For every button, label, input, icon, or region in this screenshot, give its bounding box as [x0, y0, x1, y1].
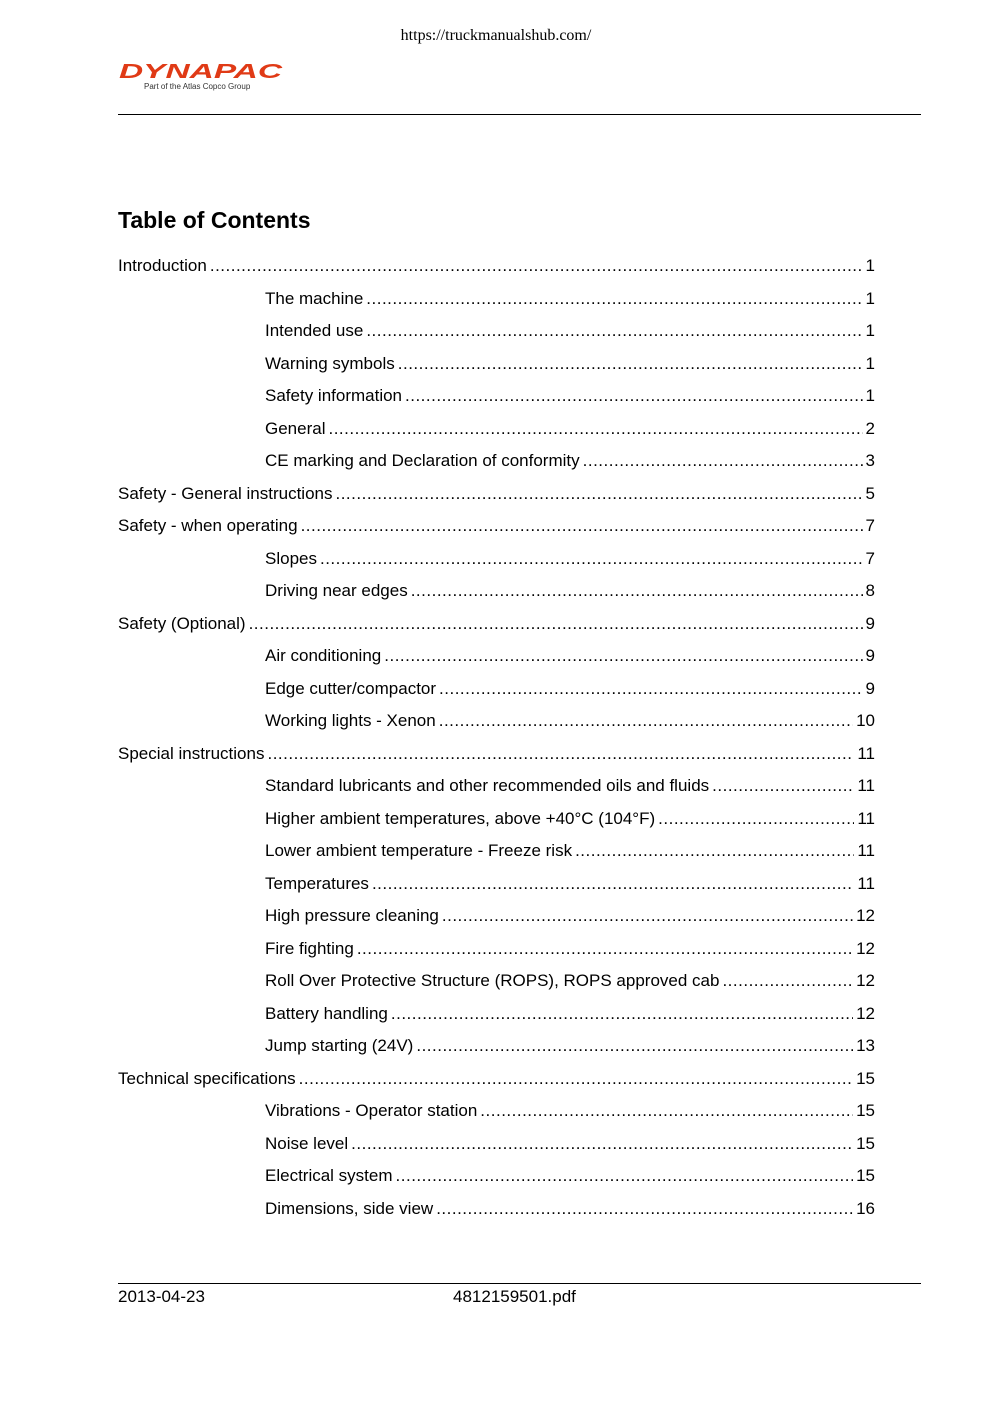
toc-entry-title: Jump starting (24V): [265, 1036, 414, 1056]
toc-dot-leader: [391, 1004, 853, 1024]
toc-entry[interactable]: [118, 380, 875, 413]
toc-dot-leader: [267, 744, 854, 764]
dynapac-wordmark: [118, 62, 288, 82]
toc-entry-title: Technical specifications: [118, 1068, 296, 1088]
svg-text:DYNAPAC: DYNAPAC: [119, 62, 283, 82]
toc-dot-leader: [439, 679, 863, 699]
footer-date: 2013-04-23: [118, 1287, 205, 1306]
toc-entry-page: 11: [857, 743, 875, 763]
toc-entry-page: 12: [856, 971, 875, 991]
toc-entry-page: 1: [865, 288, 875, 308]
toc-dot-leader: [442, 906, 853, 926]
toc-entry-title: Vibrations - Operator station: [265, 1101, 478, 1121]
toc-entry[interactable]: [118, 803, 875, 836]
toc-entry-page: 9: [865, 646, 875, 666]
toc-entry-title: Noise level: [265, 1133, 349, 1153]
toc-dot-leader: [210, 256, 863, 276]
toc-entry-page: 12: [856, 938, 875, 958]
toc-entry[interactable]: [118, 835, 875, 868]
toc-dot-leader: [328, 419, 862, 439]
toc-entry-page: 7: [865, 516, 875, 536]
toc-entry-page: 12: [856, 1003, 875, 1023]
dynapac-logo: [118, 62, 288, 96]
toc-entry-page: 1: [865, 321, 875, 341]
toc-entry-title: Working lights - Xenon: [265, 711, 436, 731]
toc-entry-title: Electrical system: [265, 1166, 393, 1186]
toc-entry-page: 11: [857, 873, 875, 893]
toc-dot-leader: [411, 581, 863, 601]
toc-entry-title: Safety - when operating: [118, 516, 298, 536]
toc-entry-page: 12: [856, 906, 875, 926]
toc-dot-leader: [366, 321, 862, 341]
toc-dot-leader: [575, 841, 854, 861]
toc-entry[interactable]: [118, 640, 875, 673]
toc-entry-title: Air conditioning: [265, 646, 382, 666]
toc-entry[interactable]: [118, 510, 875, 543]
toc-dot-leader: [712, 776, 854, 796]
source-url: https://truckmanualshub.com/: [400, 27, 592, 44]
toc-entry-page: 16: [856, 1198, 875, 1218]
toc-entry-title: Special instructions: [118, 743, 265, 763]
header-rule: [118, 114, 921, 115]
toc-entry-page: 15: [856, 1166, 875, 1186]
toc-entry-title: Intended use: [265, 321, 364, 341]
brand-tagline: Part of the Atlas Copco Group: [144, 82, 251, 91]
toc-entry-title: Safety information: [265, 386, 403, 406]
toc-entry-page: 15: [856, 1068, 875, 1088]
toc-dot-leader: [722, 971, 853, 991]
toc-entry-title: Dimensions, side view: [265, 1198, 434, 1218]
toc-entry[interactable]: [118, 283, 875, 316]
toc-entry-page: 1: [865, 386, 875, 406]
toc-dot-leader: [583, 451, 863, 471]
toc-dot-leader: [658, 809, 854, 829]
toc-entry-title: High pressure cleaning: [265, 906, 439, 926]
toc-entry-page: 1: [865, 353, 875, 373]
toc-entry[interactable]: [118, 998, 875, 1031]
page-title: Table of Contents: [118, 207, 311, 233]
toc-entry[interactable]: [118, 1193, 875, 1226]
toc-dot-leader: [398, 354, 863, 374]
toc-entry[interactable]: [118, 933, 875, 966]
toc-entry-page: 13: [856, 1036, 875, 1056]
toc-entry-page: 2: [865, 418, 875, 438]
toc-entry[interactable]: [118, 543, 875, 576]
toc-entry-title: Slopes: [265, 548, 317, 568]
toc-entry-title: Fire fighting: [265, 938, 354, 958]
toc-entry-title: Roll Over Protective Structure (ROPS), ROPS approved cab: [265, 971, 720, 991]
toc-entry-title: Higher ambient temperatures, above +40°C (104°F): [265, 808, 656, 828]
toc-entry-title: Introduction: [118, 256, 207, 276]
toc-entry[interactable]: [118, 1160, 875, 1193]
footer-rule: [118, 1283, 921, 1284]
toc-dot-leader: [320, 549, 863, 569]
toc-entry-title: The machine: [265, 288, 364, 308]
toc-entry-page: 15: [856, 1133, 875, 1153]
footer-filename: 4812159501.pdf: [453, 1287, 576, 1306]
toc-entry-title: General: [265, 418, 326, 438]
toc-entry[interactable]: [118, 478, 875, 511]
toc-entry-title: Warning symbols: [265, 353, 395, 373]
toc-entry-page: 3: [865, 451, 875, 471]
toc-dot-leader: [439, 711, 853, 731]
toc-entry-title: Driving near edges: [265, 581, 408, 601]
toc-dot-leader: [351, 1134, 853, 1154]
table-of-contents: [118, 250, 875, 1225]
toc-entry-page: 9: [865, 613, 875, 633]
toc-entry-page: 11: [857, 841, 875, 861]
toc-dot-leader: [436, 1199, 853, 1219]
toc-entry[interactable]: [118, 608, 875, 641]
toc-entry-page: 8: [865, 581, 875, 601]
toc-entry[interactable]: [118, 1063, 875, 1096]
toc-dot-leader: [405, 386, 863, 406]
toc-entry-page: 15: [856, 1101, 875, 1121]
toc-entry-page: 5: [865, 483, 875, 503]
toc-entry[interactable]: [118, 1030, 875, 1063]
toc-dot-leader: [480, 1101, 853, 1121]
toc-entry[interactable]: [118, 738, 875, 771]
toc-entry-title: Lower ambient temperature - Freeze risk: [265, 841, 573, 861]
toc-entry[interactable]: [118, 673, 875, 706]
toc-entry[interactable]: [118, 770, 875, 803]
toc-entry-page: 11: [857, 776, 875, 796]
toc-entry[interactable]: [118, 315, 875, 348]
toc-dot-leader: [366, 289, 862, 309]
toc-entry[interactable]: [118, 1095, 875, 1128]
toc-entry-title: Edge cutter/compactor: [265, 678, 437, 698]
toc-dot-leader: [384, 646, 862, 666]
toc-entry-page: 1: [865, 256, 875, 276]
toc-entry-title: Temperatures: [265, 873, 369, 893]
toc-entry[interactable]: [118, 413, 875, 446]
toc-entry[interactable]: [118, 1128, 875, 1161]
toc-dot-leader: [335, 484, 862, 504]
toc-entry[interactable]: [118, 965, 875, 998]
toc-entry[interactable]: [118, 900, 875, 933]
toc-dot-leader: [416, 1036, 853, 1056]
toc-entry-title: Battery handling: [265, 1003, 388, 1023]
toc-dot-leader: [301, 516, 863, 536]
toc-entry-page: 10: [856, 711, 875, 731]
toc-entry-title: CE marking and Declaration of conformity: [265, 451, 580, 471]
toc-dot-leader: [249, 614, 863, 634]
toc-entry[interactable]: [118, 445, 875, 478]
toc-entry-page: 11: [857, 808, 875, 828]
toc-entry[interactable]: [118, 348, 875, 381]
toc-entry-title: Safety (Optional): [118, 613, 246, 633]
toc-entry[interactable]: [118, 868, 875, 901]
toc-entry[interactable]: [118, 250, 875, 283]
toc-dot-leader: [357, 939, 853, 959]
toc-entry[interactable]: [118, 705, 875, 738]
toc-dot-leader: [396, 1166, 854, 1186]
toc-dot-leader: [299, 1069, 853, 1089]
toc-entry-title: Standard lubricants and other recommended oils and fluids: [265, 776, 710, 796]
toc-entry-page: 7: [865, 548, 875, 568]
toc-dot-leader: [372, 874, 854, 894]
toc-entry-title: Safety - General instructions: [118, 483, 333, 503]
toc-entry-page: 9: [865, 678, 875, 698]
toc-entry[interactable]: [118, 575, 875, 608]
